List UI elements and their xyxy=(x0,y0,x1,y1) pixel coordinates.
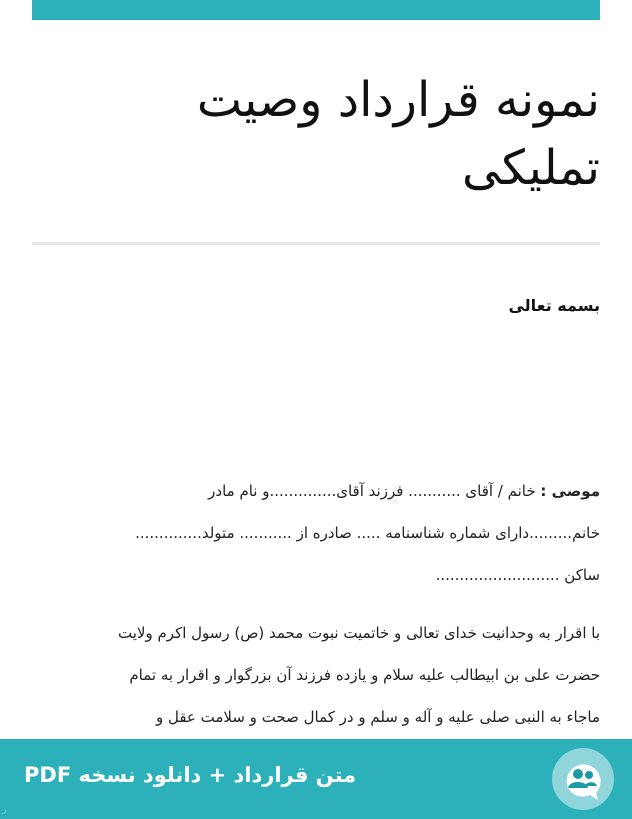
corner-mark: ر xyxy=(2,805,7,815)
testator-line-1 xyxy=(32,470,600,512)
testator-line-2: خانم.........دارای شماره شناسنامه ..... صادره از ........... متولد.............. xyxy=(135,524,600,542)
page-title-line2: تملیکی xyxy=(462,140,600,196)
declaration-line: ماجاء به النبی صلی علیه و آله و سلم و در کمال صحت و سلامت عقل و xyxy=(155,708,600,726)
testator-line-1-text: خانم / آقای ........... فرزند آقای..............و نام مادر xyxy=(208,482,541,500)
declaration-line: حضرت علی بن ابیطالب علیه سلام و یازده فرزند آن بزرگوار و اقرار به تمام xyxy=(129,666,600,684)
testator-line-3: ساکن .......................... xyxy=(435,566,600,584)
page-title-line1: نمونه قرارداد وصیت xyxy=(196,72,600,128)
testator-paragraph xyxy=(32,470,600,596)
title-divider xyxy=(32,242,600,245)
top-accent-bar xyxy=(32,0,600,20)
download-banner[interactable] xyxy=(0,739,632,819)
testator-label: موصی : xyxy=(540,482,600,500)
page-title xyxy=(32,66,600,202)
basmala-heading: بسمه تعالی xyxy=(508,296,600,315)
download-pdf-link[interactable]: متن قرارداد + دانلود نسخه PDF xyxy=(24,763,357,787)
people-chat-icon xyxy=(552,748,614,810)
declaration-line: با اقرار به وحدانیت خدای تعالی و خاتمیت نبوت محمد (ص) رسول اکرم ولایت xyxy=(118,624,600,642)
declaration-paragraph xyxy=(32,612,600,738)
